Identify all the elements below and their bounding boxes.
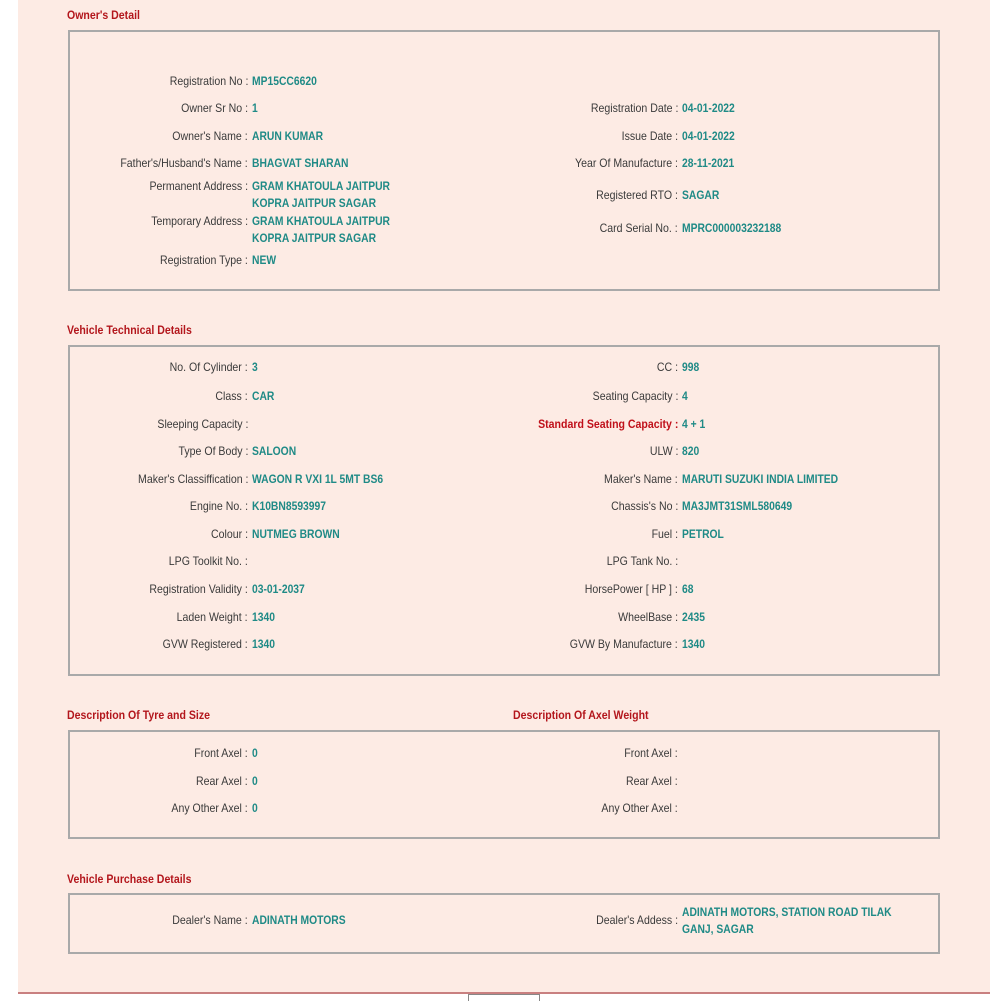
tyre-rear-axel-value: 0 <box>252 774 258 788</box>
lpg-toolkit-no-label: LPG Toolkit No. : <box>168 554 248 568</box>
vehicle-purchase-details-title: Vehicle Purchase Details <box>67 872 192 886</box>
cc-label: CC : <box>656 360 678 374</box>
dealer-name-value: ADINATH MOTORS <box>252 913 346 927</box>
axel-rear-axel-label: Rear Axel : <box>626 774 678 788</box>
registration-date-value: 04-01-2022 <box>682 101 735 115</box>
registration-date-label: Registration Date : <box>590 101 678 115</box>
tyre-other-axel-value: 0 <box>252 801 258 815</box>
makers-classification-value: WAGON R VXI 1L 5MT BS6 <box>252 472 384 486</box>
chassis-no-value: MA3JMT31SML580649 <box>682 499 793 513</box>
engine-no-value: K10BN8593997 <box>252 499 327 513</box>
horsepower-value: 68 <box>682 582 694 596</box>
engine-no-label: Engine No. : <box>189 499 248 513</box>
lpg-tank-no-label: LPG Tank No. : <box>606 554 678 568</box>
registration-no-value: MP15CC6620 <box>252 74 317 88</box>
tyre-rear-axel-label: Rear Axel : <box>196 774 248 788</box>
tyre-front-axel-label: Front Axel : <box>194 746 248 760</box>
owners-detail-title: Owner's Detail <box>67 8 140 22</box>
registered-rto-label: Registered RTO : <box>596 188 678 202</box>
owner-sr-no-label: Owner Sr No : <box>181 101 248 115</box>
gvw-registered-value: 1340 <box>252 637 275 651</box>
temporary-address-label: Temporary Address : <box>151 214 248 228</box>
makers-name-value: MARUTI SUZUKI INDIA LIMITED <box>682 472 839 486</box>
father-husband-name-value: BHAGVAT SHARAN <box>252 156 349 170</box>
standard-seating-capacity-value: 4 + 1 <box>682 417 706 431</box>
issue-date-label: Issue Date : <box>621 129 678 143</box>
tyre-other-axel-label: Any Other Axel : <box>171 801 248 815</box>
seating-capacity-label: Seating Capacity : <box>592 389 678 403</box>
dealer-address-label: Dealer's Addess : <box>596 913 678 927</box>
tyre-front-axel-value: 0 <box>252 746 258 760</box>
gvw-by-manufacture-label: GVW By Manufacture : <box>570 637 678 651</box>
makers-classification-label: Maker's Classiffication : <box>137 472 248 486</box>
cc-value: 998 <box>682 360 700 374</box>
temporary-address-value: GRAM KHATOULA JAITPUR KOPRA JAITPUR SAGAR <box>252 214 390 245</box>
card-serial-no-value: MPRC000003232188 <box>682 221 782 235</box>
tyre-size-title: Description Of Tyre and Size <box>67 708 210 722</box>
registration-type-label: Registration Type : <box>160 253 248 267</box>
year-of-manufacture-label: Year Of Manufacture : <box>575 156 678 170</box>
registered-rto-value: SAGAR <box>682 188 720 202</box>
registration-type-value: NEW <box>252 253 277 267</box>
class-value: CAR <box>252 389 275 403</box>
type-of-body-value: SALOON <box>252 444 297 458</box>
father-husband-name-label: Father's/Husband's Name : <box>120 156 248 170</box>
colour-value: NUTMEG BROWN <box>252 527 340 541</box>
dealer-name-label: Dealer's Name : <box>172 913 248 927</box>
gvw-registered-label: GVW Registered : <box>162 637 248 651</box>
issue-date-value: 04-01-2022 <box>682 129 735 143</box>
horsepower-label: HorsePower [ HP ] : <box>584 582 678 596</box>
vehicle-technical-details-title: Vehicle Technical Details <box>67 323 192 337</box>
permanent-address-label: Permanent Address : <box>149 179 248 193</box>
chassis-no-label: Chassis's No : <box>610 499 678 513</box>
makers-name-label: Maker's Name : <box>604 472 678 486</box>
fuel-label: Fuel : <box>651 527 678 541</box>
registration-no-label: Registration No : <box>169 74 248 88</box>
dealer-address-value: ADINATH MOTORS, STATION ROAD TILAK GANJ, SAGAR <box>682 905 892 936</box>
no-of-cylinder-value: 3 <box>252 360 258 374</box>
fuel-value: PETROL <box>682 527 724 541</box>
laden-weight-label: Laden Weight : <box>177 610 248 624</box>
standard-seating-capacity-label: Standard Seating Capacity : <box>537 417 678 431</box>
card-serial-no-label: Card Serial No. : <box>599 221 678 235</box>
owner-name-label: Owner's Name : <box>172 129 248 143</box>
sleeping-capacity-label: Sleeping Capacity : <box>157 417 248 431</box>
gvw-by-manufacture-value: 1340 <box>682 637 705 651</box>
axel-other-axel-label: Any Other Axel : <box>601 801 678 815</box>
no-of-cylinder-label: No. Of Cylinder : <box>169 360 248 374</box>
ulw-label: ULW : <box>649 444 678 458</box>
owner-name-value: ARUN KUMAR <box>252 129 324 143</box>
year-of-manufacture-value: 28-11-2021 <box>682 156 735 170</box>
seating-capacity-value: 4 <box>682 389 688 403</box>
type-of-body-label: Type Of Body : <box>178 444 248 458</box>
class-label: Class : <box>215 389 248 403</box>
registration-validity-label: Registration Validity : <box>149 582 248 596</box>
owner-sr-no-value: 1 <box>252 101 258 115</box>
wheelbase-label: WheelBase : <box>618 610 678 624</box>
wheelbase-value: 2435 <box>682 610 705 624</box>
colour-label: Colour : <box>211 527 248 541</box>
axel-front-axel-label: Front Axel : <box>624 746 678 760</box>
axel-weight-title: Description Of Axel Weight <box>513 708 649 722</box>
registration-validity-value: 03-01-2037 <box>252 582 305 596</box>
permanent-address-value: GRAM KHATOULA JAITPUR KOPRA JAITPUR SAGAR <box>252 179 390 210</box>
laden-weight-value: 1340 <box>252 610 275 624</box>
ulw-value: 820 <box>682 444 700 458</box>
